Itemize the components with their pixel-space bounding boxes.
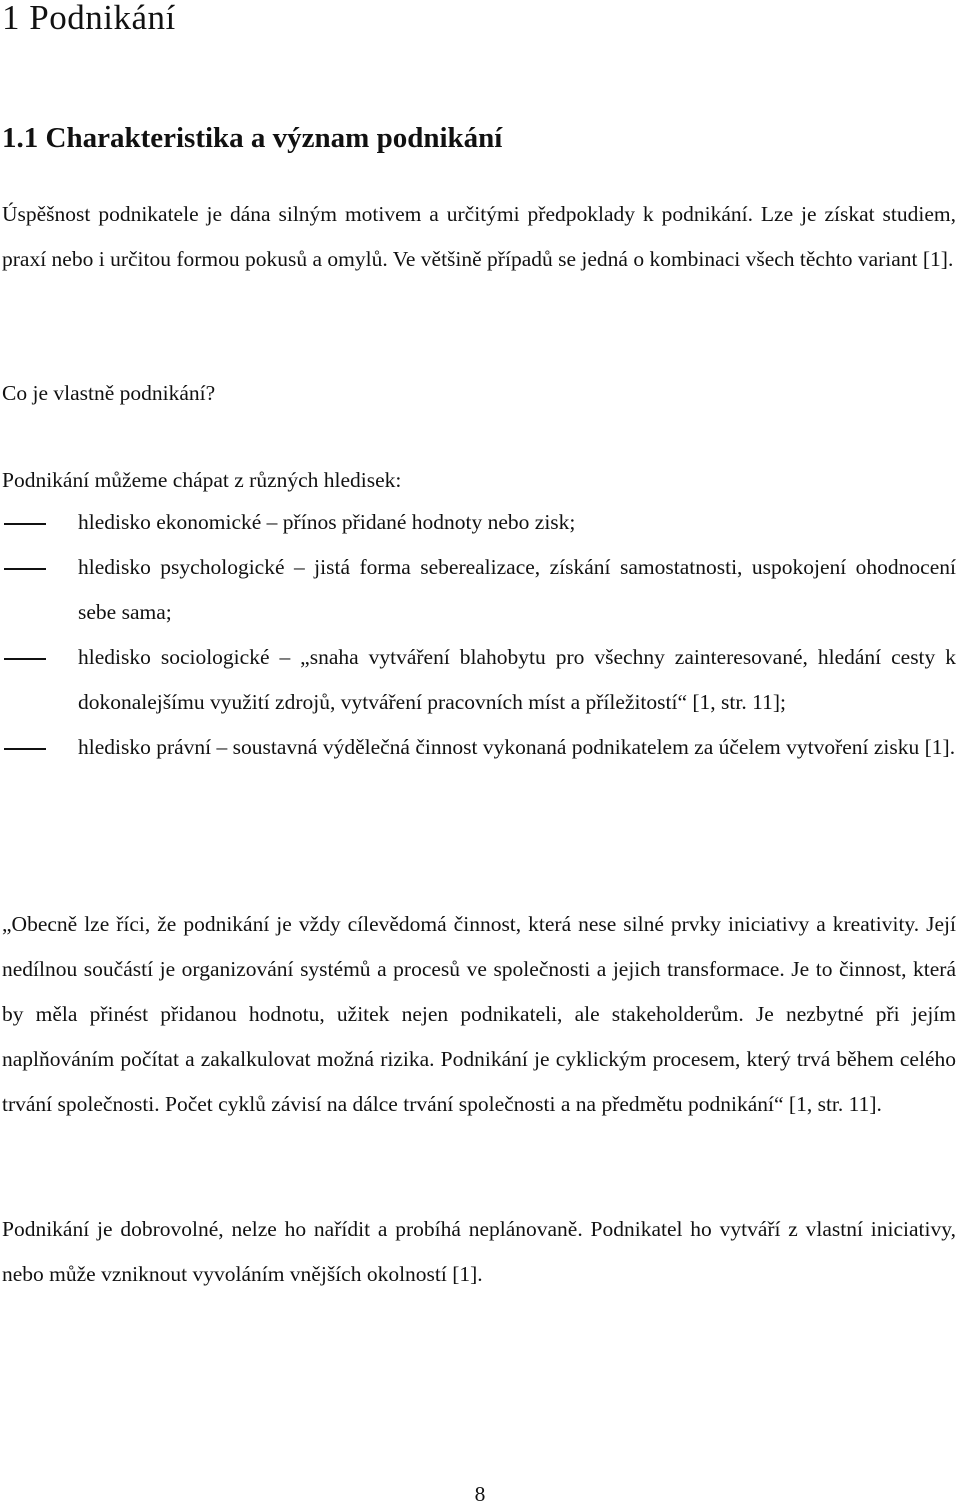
list-item: hledisko psychologické – jistá forma seberealizace, získání samostatnosti, uspokojení ohodnocení sebe sama; (2, 545, 956, 635)
chapter-heading: 1 Podnikání (2, 0, 176, 37)
closing-paragraph: Podnikání je dobrovolné, nelze ho nařídit a probíhá neplánovaně. Podnikatel ho vytváří z vlastní iniciativy, nebo může vzniknout vyvoláním vnějších okolností [1]. (2, 1217, 956, 1286)
dash-bullet (2, 500, 46, 545)
list-item: hledisko právní – soustavná výdělečná činnost vykonaná podnikatelem za účelem vytvoření zisku [1]. (2, 725, 956, 770)
dash-bullet (2, 545, 46, 590)
page-number: 8 (474, 1482, 486, 1506)
list-item: hledisko ekonomické – přínos přidané hodnoty nebo zisk; (2, 500, 956, 545)
viewpoint-list (2, 500, 956, 770)
quote-paragraph: „Obecně lze říci, že podnikání je vždy cílevědomá činnost, která nese silné prvky iniciativy a kreativity. Její nedílnou součástí je organizování systémů a procesů ve společnosti a jejich transformace. Je to činnost, která by měla přinést přidanou hodnotu, užitek nejen podnikateli, ale stakeholderům. Je nezbytné při jejím naplňováním počítat a zakalkulovat možná rizika. Podnikání je cyklickým procesem, který trvá během celého trvání společnosti. Počet cyklů závisí na dálce trvání společnosti a na předmětu podnikání“ [1, str. 11]. (2, 912, 956, 1116)
dash-bullet (2, 725, 46, 770)
list-item: hledisko sociologické – „snaha vytváření blahobytu pro všechny zainteresované, hledání cesty k dokonalejšímu využití zdrojů, vytváření pracovních míst a příležitostí“ [1, str. 11]; (2, 635, 956, 725)
dash-bullet (2, 635, 46, 680)
question-paragraph: Co je vlastně podnikání? (2, 381, 216, 405)
intro-paragraph: Úspěšnost podnikatele je dána silným motivem a určitými předpoklady k podnikání. Lze je získat studiem, praxí nebo i určitou formou pokusů a omylů. Ve většině případů se jedná o kombinaci všech těchto variant [1]. (2, 202, 956, 271)
lead-paragraph: Podnikání můžeme chápat z různých hledisek: (2, 468, 402, 492)
section-heading: 1.1 Charakteristika a význam podnikání (2, 122, 503, 154)
